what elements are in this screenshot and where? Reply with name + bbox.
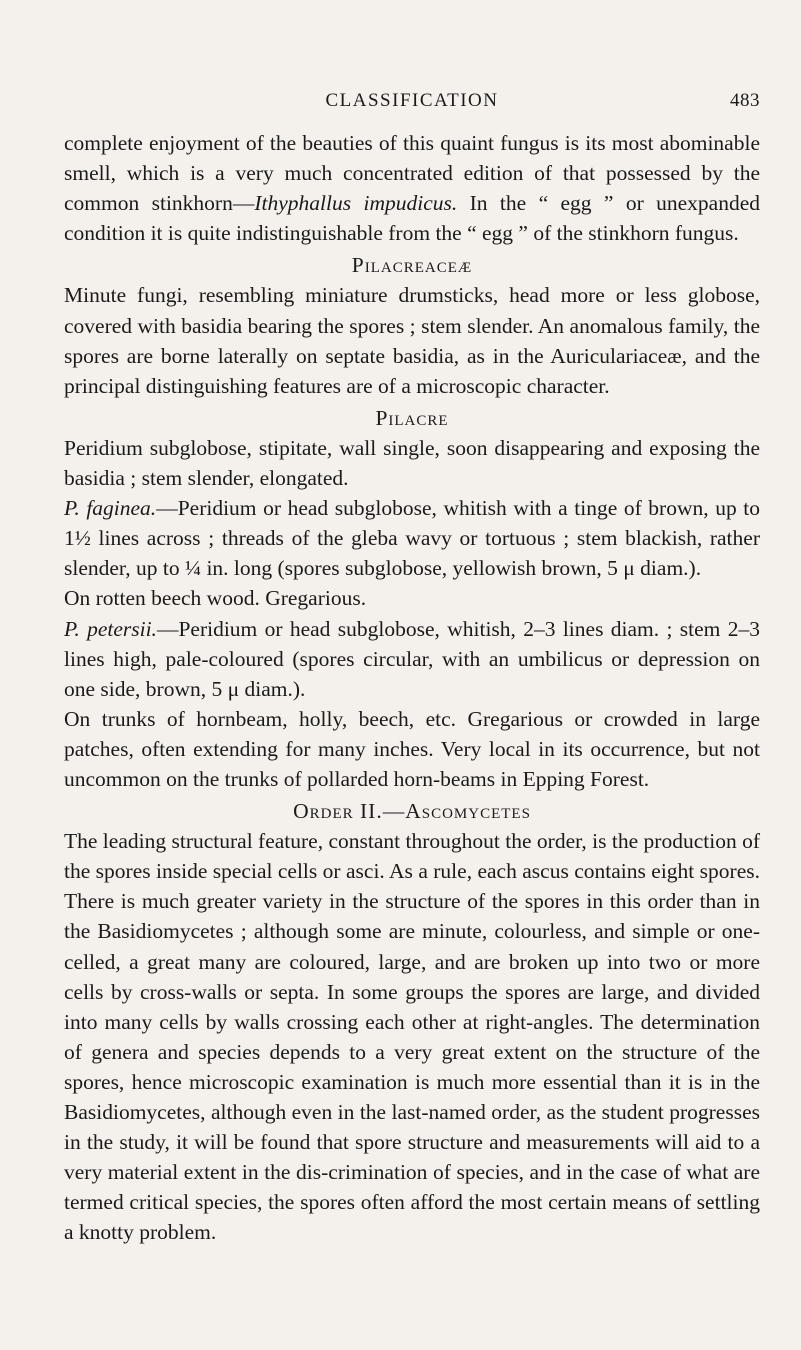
pilacreaceae-description: Minute fungi, resembling miniature drumsticks, head more or less globose, covered with basidia bearing the spores ; stem slender. An anomalous family, the spores are borne laterally on septate basidia, as in the Auriculariaceæ, and the principal distinguishing features are of a microscopic character.: [64, 283, 760, 398]
species-description: —Peridium or head subglobose, whitish with a tinge of brown, up to 1½ lines across ; threads of the gleba wavy or tortuous ; stem blackish, rather slender, up to ¼ in. long (spores subglobose, yellowish brown, 5 μ diam.).: [64, 496, 760, 581]
species-entry-faginea: [64, 493, 760, 583]
family-heading-pilacreaceae: Pilacreaceæ: [351, 253, 473, 278]
genus-heading-pilacre: Pilacre: [375, 405, 449, 430]
running-head: [64, 90, 760, 120]
pilacre-description: Peridium subglobose, stipitate, wall single, soon disappearing and exposing the basidia ; stem slender, elongated.: [64, 435, 760, 491]
species-entry-petersii: [64, 614, 760, 704]
species-habitat-petersii: On trunks of hornbeam, holly, beech, etc. Gregarious or crowded in large patches, often extending for many inches. Very local in its occurrence, but not uncommon on the trunks of pollarded horn-beams in Epping Forest.: [64, 706, 760, 791]
order-heading-ascomycetes: Order II.—Ascomycetes: [293, 799, 531, 824]
intro-species-name: Ithyphallus impudicus.: [254, 191, 458, 216]
species-name: P. petersii.: [64, 616, 157, 641]
running-title: CLASSIFICATION: [325, 90, 499, 111]
species-name: P. faginea.: [64, 496, 157, 521]
species-description: —Peridium or head subglobose, whitish, 2–3 lines diam. ; stem 2–3 lines high, pale-coloured (spores circular, with an umbilicus or depression on one side, brown, 5 μ diam.).: [64, 616, 760, 701]
intro-paragraph: [64, 128, 760, 248]
ascomycetes-paragraph: The leading structural feature, constant throughout the order, is the production of the spores inside special cells or asci. As a rule, each ascus contains eight spores. There is much greater variety in the structure of the spores in this order than in the Basidiomycetes ; although some are minute, colourless, and simple or one-celled, a great many are coloured, large, and are broken up into two or more cells by cross-walls or septa. In some groups the spores are large, and divided into many cells by walls crossing each other at right-angles. The determination of genera and species depends to a very great extent on the structure of the spores, hence microscopic examination is much more essential than it is in the Basidiomycetes, although even in the last-named order, as the student progresses in the study, it will be found that spore structure and measurements will aid to a very material extent in the dis-crimination of species, and in the case of what are termed critical species, the spores often afford the most certain means of settling a knotty problem.: [64, 829, 760, 1245]
species-habitat-faginea: On rotten beech wood. Gregarious.: [64, 586, 367, 611]
intro-text-before: complete enjoyment of the beauties of this quaint fungus is its most abominable smell, which is a very much concentrated edition of that possessed by the common stinkhorn—: [64, 131, 760, 216]
page-body: [64, 128, 760, 1247]
intro-text-after: In the “ egg ” or unexpanded condition it is quite indistinguishable from the “ egg ” of the stinkhorn fungus.: [64, 191, 761, 246]
page-number: 483: [730, 90, 760, 111]
